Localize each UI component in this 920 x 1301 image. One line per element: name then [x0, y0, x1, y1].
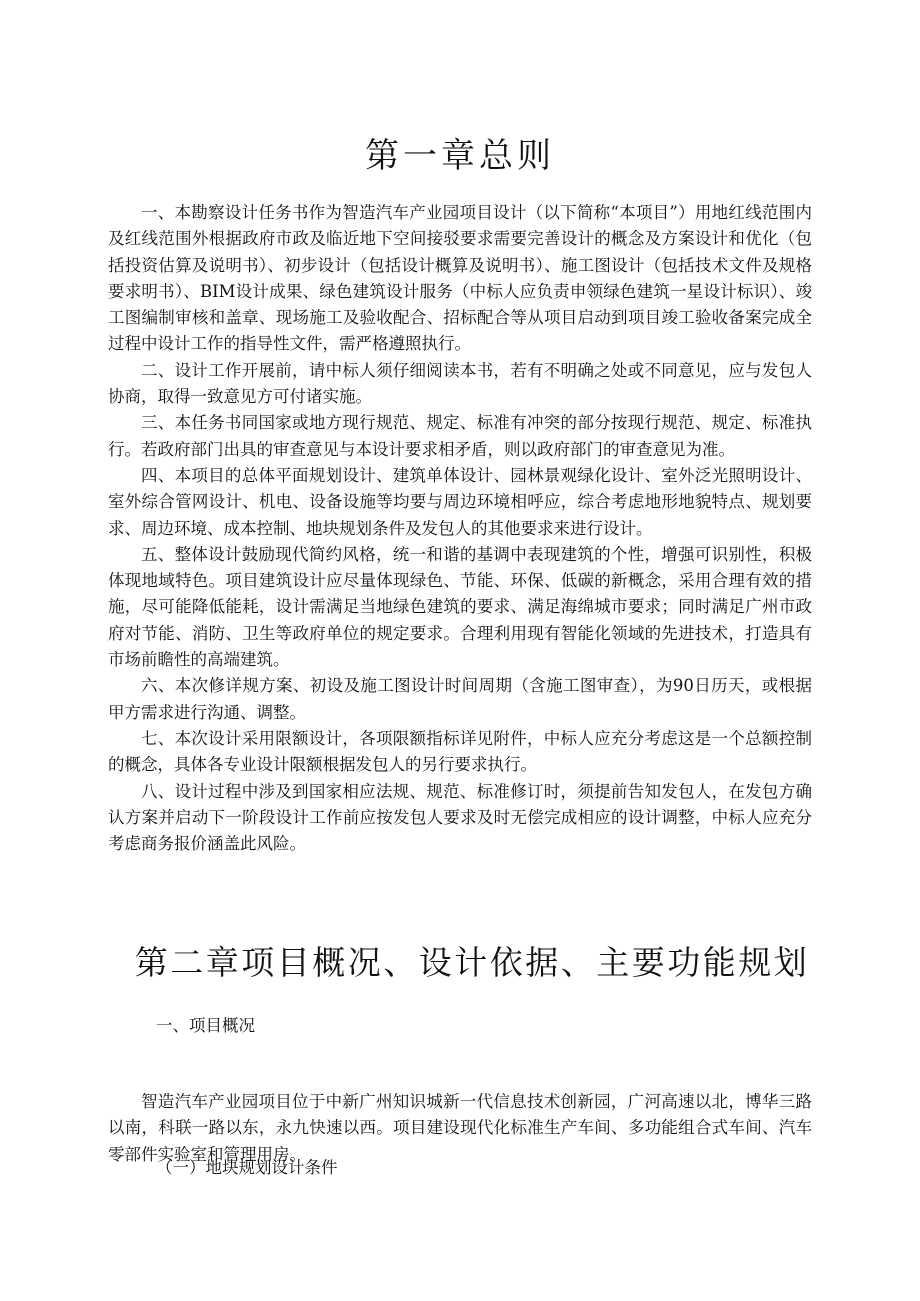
paragraph-7: 七、本次设计采用限额设计，各项限额指标详见附件，中标人应充分考虑这是一个总额控制的概念，具体各专业设计限额根据发包人的另行要求执行。	[108, 728, 812, 775]
section-heading-project-overview: 一、项目概况	[156, 1016, 255, 1035]
chapter-1-title: 第一章总则	[365, 136, 555, 176]
subsection-heading-plot-conditions: （一）地块规划设计条件	[156, 1158, 338, 1177]
paragraph-3: 三、本任务书同国家或地方现行规范、规定、标准有冲突的部分按现行规范、规定、标准执行。若政府部门出具的审查意见与本设计要求相矛盾，则以政府部门的审查意见为准。	[108, 413, 812, 459]
chapter-1-body	[108, 200, 812, 857]
paragraph-2: 二、设计工作开展前，请中标人须仔细阅读本书，若有不明确之处或不同意见，应与发包人协商，取得一致意见方可付诸实施。	[108, 360, 812, 407]
chapter-2-title: 第二章项目概况、设计依据、主要功能规划	[134, 943, 810, 982]
paragraph-6: 六、本次修详规方案、初设及施工图设计时间周期（含施工图审查），为90日历天，或根据甲方需求进行沟通、调整。	[108, 676, 812, 722]
paragraph-4: 四、本项目的总体平面规划设计、建筑单体设计、园林景观绿化设计、室外泛光照明设计、室外综合管网设计、机电、设备设施等均要与周边环境相呼应，综合考虑地形地貌特点、规划要求、周边环境、成本控制、地块规划条件及发包人的其他要求来进行设计。	[108, 465, 812, 538]
project-overview-paragraph: 智造汽车产业园项目位于中新广州知识城新一代信息技术创新园，广河高速以北，博华三路以南，科联一路以东，永九快速以西。项目建设现代化标准生产车间、多功能组合式车间、汽车零部件实验室和管理用房。	[108, 1092, 812, 1164]
paragraph-8: 八、设计过程中涉及到国家相应法规、规范、标准修订时，须提前告知发包人，在发包方确认方案并启动下一阶段设计工作前应按发包人要求及时无偿完成相应的设计调整，中标人应充分考虑商务报价涵盖此风险。	[108, 781, 812, 854]
paragraph-5: 五、整体设计鼓励现代简约风格，统一和谐的基调中表现建筑的个性，增强可识别性，积极体现地域特色。项目建筑设计应尽量体现绿色、节能、环保、低碳的新概念，采用合理有效的措施，尽可能降低能耗，设计需满足当地绿色建筑的要求、满足海绵城市要求；同时满足广州市政府对节能、消防、卫生等政府单位的规定要求。合理利用现有智能化领域的先进技术，打造具有市场前瞻性的高端建筑。	[108, 544, 812, 670]
paragraph-1: 一、本勘察设计任务书作为智造汽车产业园项目设计（以下简称“本项目”）用地红线范围内及红线范围外根据政府市政及临近地下空间接驳要求需要完善设计的概念及方案设计和优化（包括投资估算及说明书）、初步设计（包括设计概算及说明书）、施工图设计（包括技术文件及规格要求明书）、BIM设计成果、绿色建筑设计服务（中标人应负责申领绿色建筑一星设计标识）、竣工图编制审核和盖章、现场施工及验收配合、招标配合等从项目启动到项目竣工验收备案完成全过程中设计工作的指导性文件，需严格遵照执行。	[108, 203, 812, 354]
